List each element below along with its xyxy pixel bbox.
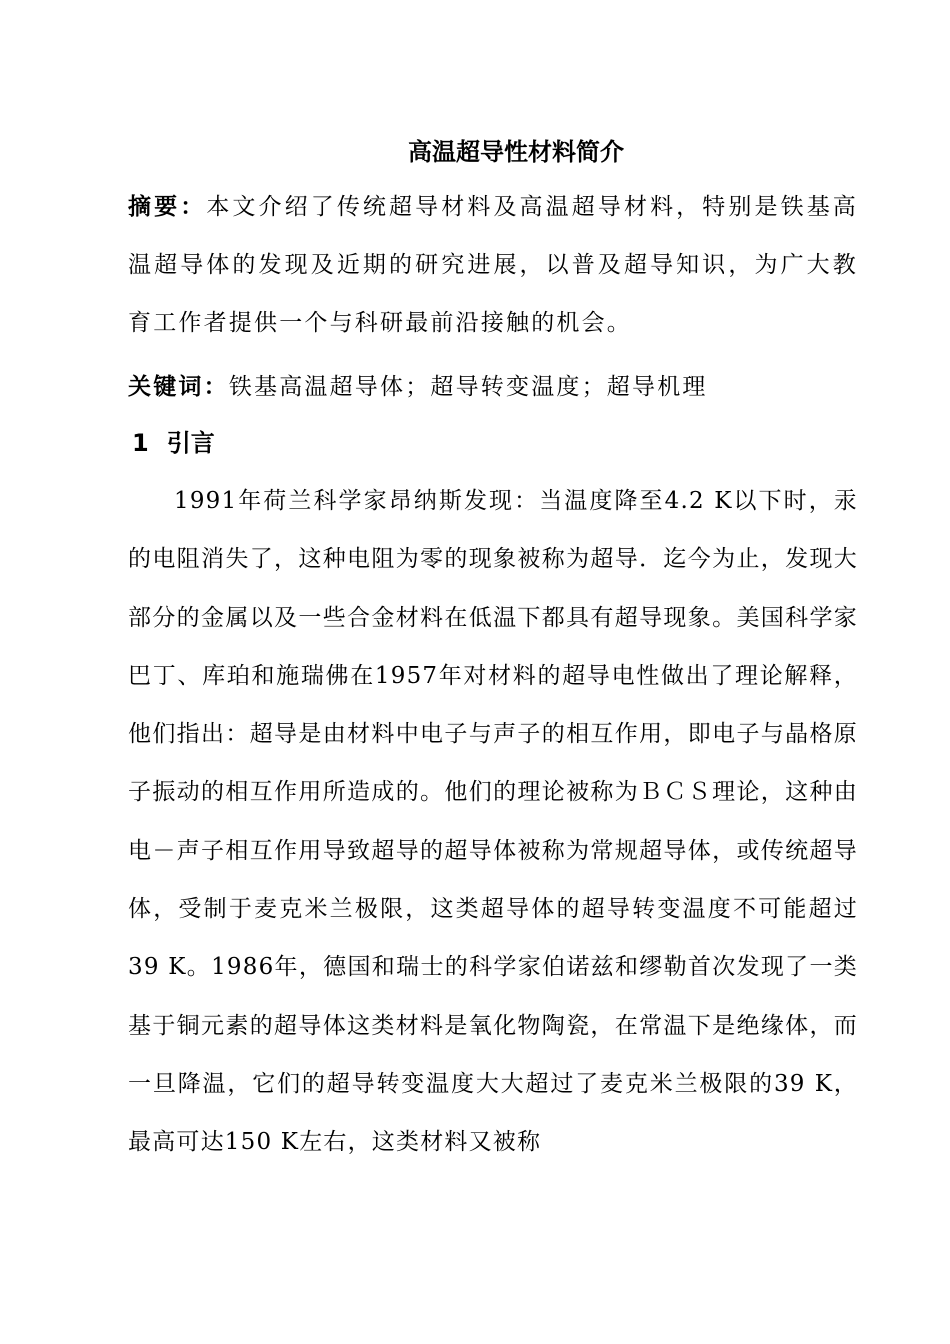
section-heading — [132, 414, 215, 472]
keywords-paragraph — [128, 358, 858, 416]
section-body: 1991年荷兰科学家昂纳斯发现：当温度降至4.2 K以下时，汞的电阻消失了，这种电阻为零的现象被称为超导．迄今为止，发现大部分的金属以及一些合金材料在低温下都具有超导现象。美国科学家巴丁、库珀和施瑞佛在1957年对材料的超导电性做出了理论解释，他们指出：超导是由材料中电子与声子的相互作用，即电子与晶格原子振动的相互作用所造成的。他们的理论被称为ＢＣＳ理论，这种由电－声子相互作用导致超导的超导体被称为常规超导体，或传统超导体，受制于麦克米兰极限，这类超导体的超导转变温度不可能超过39 K。1986年，德国和瑞士的科学家伯诺兹和缪勒首次发现了一类基于铜元素的超导体这类材料是氧化物陶瓷，在常温下是绝缘体，而一旦降温，它们的超导转变温度大大超过了麦克米兰极限的39 K，最高可达150 K左右，这类材料又被称 — [128, 488, 858, 1156]
abstract-label: 摘要： — [128, 194, 207, 220]
section-number: 1 — [132, 429, 149, 457]
abstract-text: 本文介绍了传统超导材料及高温超导材料，特别是铁基高温超导体的发现及近期的研究进展，以普及超导知识，为广大教育工作者提供一个与科研最前沿接触的机会。 — [128, 194, 858, 336]
document-title: 高温超导性材料简介 — [408, 138, 624, 166]
abstract-paragraph — [128, 178, 858, 352]
keywords-text: 铁基高温超导体；超导转变温度；超导机理 — [228, 374, 708, 400]
section-title: 引言 — [166, 429, 215, 457]
keywords-label: 关键词： — [128, 374, 229, 400]
